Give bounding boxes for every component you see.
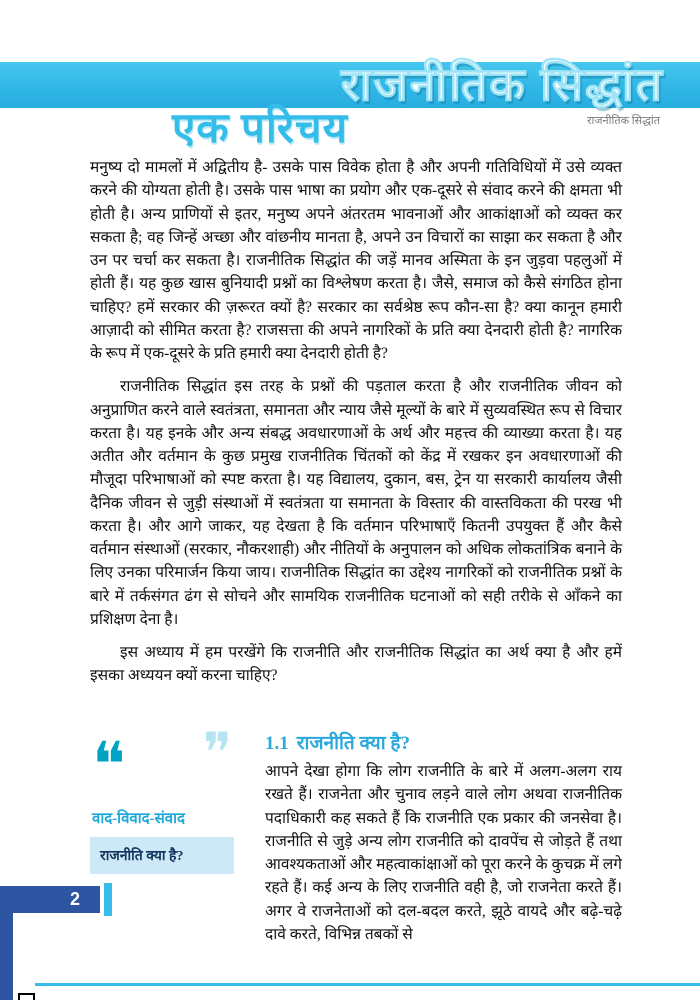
section-number: 1.1: [265, 733, 289, 754]
discussion-sidebar: [90, 721, 234, 874]
close-quote-icon: ❞: [202, 721, 232, 784]
sidebar-topic-box: राजनीति क्या है?: [90, 837, 234, 874]
open-quote-icon: ❝: [92, 728, 126, 801]
main-text-column: [90, 156, 622, 698]
sidebar-series-label: वाद-विवाद-संवाद: [92, 811, 185, 827]
chapter-subtitle: एक परिचय: [172, 106, 348, 152]
section-title: राजनीति क्या है?: [296, 733, 410, 754]
paragraph-1: मनुष्य दो मामलों में अद्वितीय है- उसके पास विवेक होता है और अपनी गतिविधियों में उसे व्यक्त करने की योग्यता होती है। उसके पास भाषा का प्रयोग और एक-दूसरे से संवाद करने की क्षमता भी होती है। अन्य प्राणियों से इतर, मनुष्य अपने अंतरतम भावनाओं और आकांक्षाओं को व्यक्त कर सकता है; वह जिन्हें अच्छा और वांछनीय मानता है, अपने उन विचारों का साझा कर सकता है और उन पर चर्चा कर सकता है। राजनीतिक सिद्धांत की जड़ें मानव अस्मिता के इन जुड़वा पहलुओं में होती हैं। यह कुछ खास बुनियादी प्रश्नों का विश्लेषण करता है। जैसे, समाज को कैसे संगठित होना चाहिए? हमें सरकार की ज़रूरत क्यों है? सरकार का सर्वश्रेष्ठ रूप कौन-सा है? क्या कानून हमारी आज़ादी को सीमित करता है? राजसत्ता की अपने नागरिकों के प्रति क्या देनदारी होती है? नागरिक के रूप में एक-दूसरे के प्रति हमारी क्या देनदारी होती है?: [90, 159, 622, 362]
paragraph-3: इस अध्याय में हम परखेंगे कि राजनीति और राजनीतिक सिद्धांत का अर्थ क्या है और हमें इसका अध्ययन क्यों करना चाहिए?: [90, 644, 622, 685]
bottom-rule: [35, 983, 700, 986]
quote-icons: [90, 721, 234, 806]
section-heading: [265, 729, 410, 755]
paragraph-4: आपने देखा होगा कि लोग राजनीति के बारे में अलग-अलग राय रखते हैं। राजनेता और चुनाव लड़ने वाले लोग अथवा राजनीतिक पदाधिकारी कह सकते हैं कि राजनीति एक प्रकार की जनसेवा है। राजनीति से जुड़े अन्य लोग राजनीति को दावपेंच से जोड़ते हैं तथा आवश्यकताओं और महत्वाकांक्षाओं को पूरा करने के कुचक्र में लगे रहते हैं। कई अन्य के लिए राजनीति वही है, जो राजनेता करते हैं। अगर वे राजनेताओं को दल-बदल करते, झूठे वायदे और बढ़े-चढ़े दावे करते, विभिन्न तबकों से: [265, 763, 622, 943]
narrow-text-column: [265, 760, 622, 946]
print-crop-mark: [18, 993, 35, 1000]
page-number-badge: 2: [0, 886, 100, 913]
paragraph-2: राजनीतिक सिद्धांत इस तरह के प्रश्नों की पड़ताल करता है और राजनीतिक जीवन को अनुप्राणित करने वाले स्वतंत्रता, समानता और न्याय जैसे मूल्यों के बारे में सुव्यवस्थित रूप से विचार करता है। यह इनके और अन्य संबद्ध अवधारणाओं के अर्थ और महत्त्व की व्याख्या करता है। यह अतीत और वर्तमान के कुछ प्रमुख राजनीतिक चिंतकों को केंद्र में रखकर इन अवधारणाओं की मौजूदा परिभाषाओं को स्पष्ट करता है। यह विद्यालय, दुकान, बस, ट्रेन या सरकारी कार्यालय जैसी दैनिक जीवन से जुड़ी संस्थाओं में स्वतंत्रता या समानता के विस्तार की वास्तविकता की परख भी करता है। और आगे जाकर, यह देखता है कि वर्तमान परिभाषाएँ कितनी उपयुक्त हैं और कैसे वर्तमान संस्थाओं (सरकार, नौकरशाही) और नीतियों के अनुपालन को अधिक लोकतांत्रिक बनाने के लिए उनका परिमार्जन किया जाय। राजनीतिक सिद्धांत का उद्देश्य नागरिकों को राजनीतिक प्रश्नों के बारे में तर्कसंगत ढंग से सोचने और सामयिक राजनीतिक घटनाओं को सही तरीके से आँकने का प्रशिक्षण देना है।: [90, 378, 622, 628]
chapter-title: राजनीतिक सिद्धांत: [340, 59, 664, 110]
running-header: राजनीतिक सिद्धांत: [587, 115, 660, 127]
page-number-accent-tick: [104, 883, 112, 916]
